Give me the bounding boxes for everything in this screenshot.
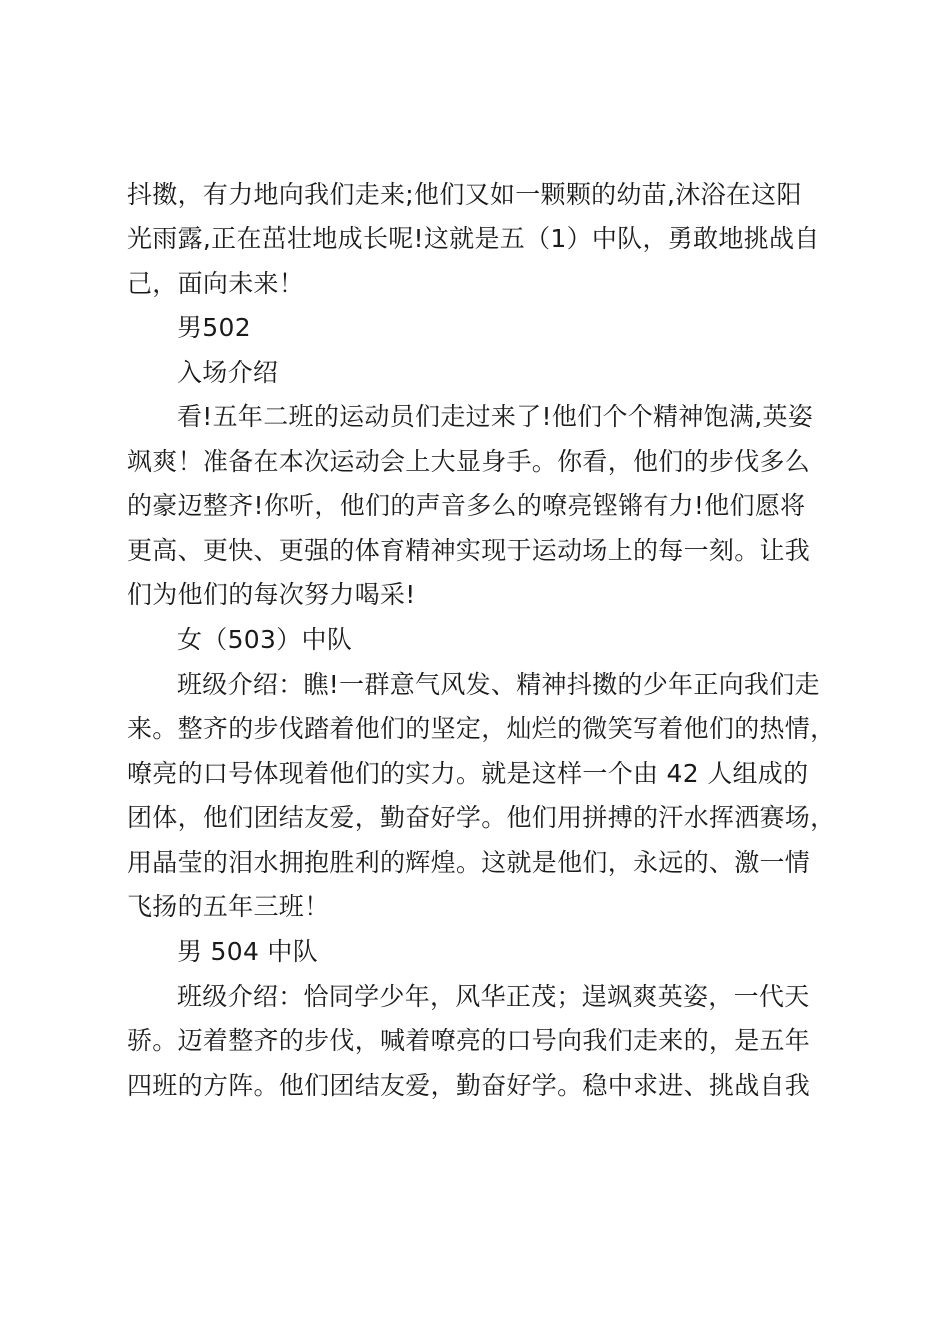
text-line: 嘹亮的口号体现着他们的实力。就是这样一个由 42 人组成的 (127, 759, 809, 788)
text-line: 飒爽！准备在本次运动会上大显身手。你看，他们的步伐多么 (127, 447, 811, 476)
text-line: 们为他们的每次努力喝采! (127, 580, 416, 609)
section-heading: 男 504 中队 (177, 937, 319, 966)
section-heading: 男502 (177, 313, 251, 342)
paragraph-first-line: 班级介绍：恰同学少年，风华正茂；逞飒爽英姿，一代天 (177, 982, 810, 1011)
paragraph-first-line: 看!五年二班的运动员们走过来了!他们个个精神饱满,英姿 (177, 402, 814, 431)
text-line: 抖擞，有力地向我们走来;他们又如一颗颗的幼苗,沐浴在这阳 (127, 180, 802, 209)
text-line: 四班的方阵。他们团结友爱，勤奋好学。稳中求进、挑战自我 (127, 1071, 811, 1100)
text-line: 光雨露,正在茁壮地成长呢!这就是五（1）中队，勇敢地挑战自 (127, 224, 820, 253)
text-line: 来。整齐的步伐踏着他们的坚定，灿烂的微笑写着他们的热情， (127, 714, 836, 743)
text-line: 用晶莹的泪水拥抱胜利的辉煌。这就是他们，永远的、激一情 (127, 848, 811, 877)
section-heading: 入场介绍 (177, 358, 279, 387)
text-line: 己，面向未来！ (127, 269, 305, 298)
text-line: 飞扬的五年三班！ (127, 892, 330, 921)
text-line: 更高、更快、更强的体育精神实现于运动场上的每一刻。让我 (127, 536, 811, 565)
text-line: 骄。迈着整齐的步伐，喊着嘹亮的口号向我们走来的，是五年 (127, 1026, 811, 1055)
text-line: 的豪迈整齐!你听，他们的声音多么的嘹亮铿锵有力!他们愿将 (127, 491, 806, 520)
text-line: 团体，他们团结友爱，勤奋好学。他们用拼搏的汗水挥洒赛场， (127, 803, 836, 832)
section-heading: 女（503）中队 (177, 625, 353, 654)
paragraph-first-line: 班级介绍：瞧!一群意气风发、精神抖擞的少年正向我们走 (177, 670, 820, 699)
